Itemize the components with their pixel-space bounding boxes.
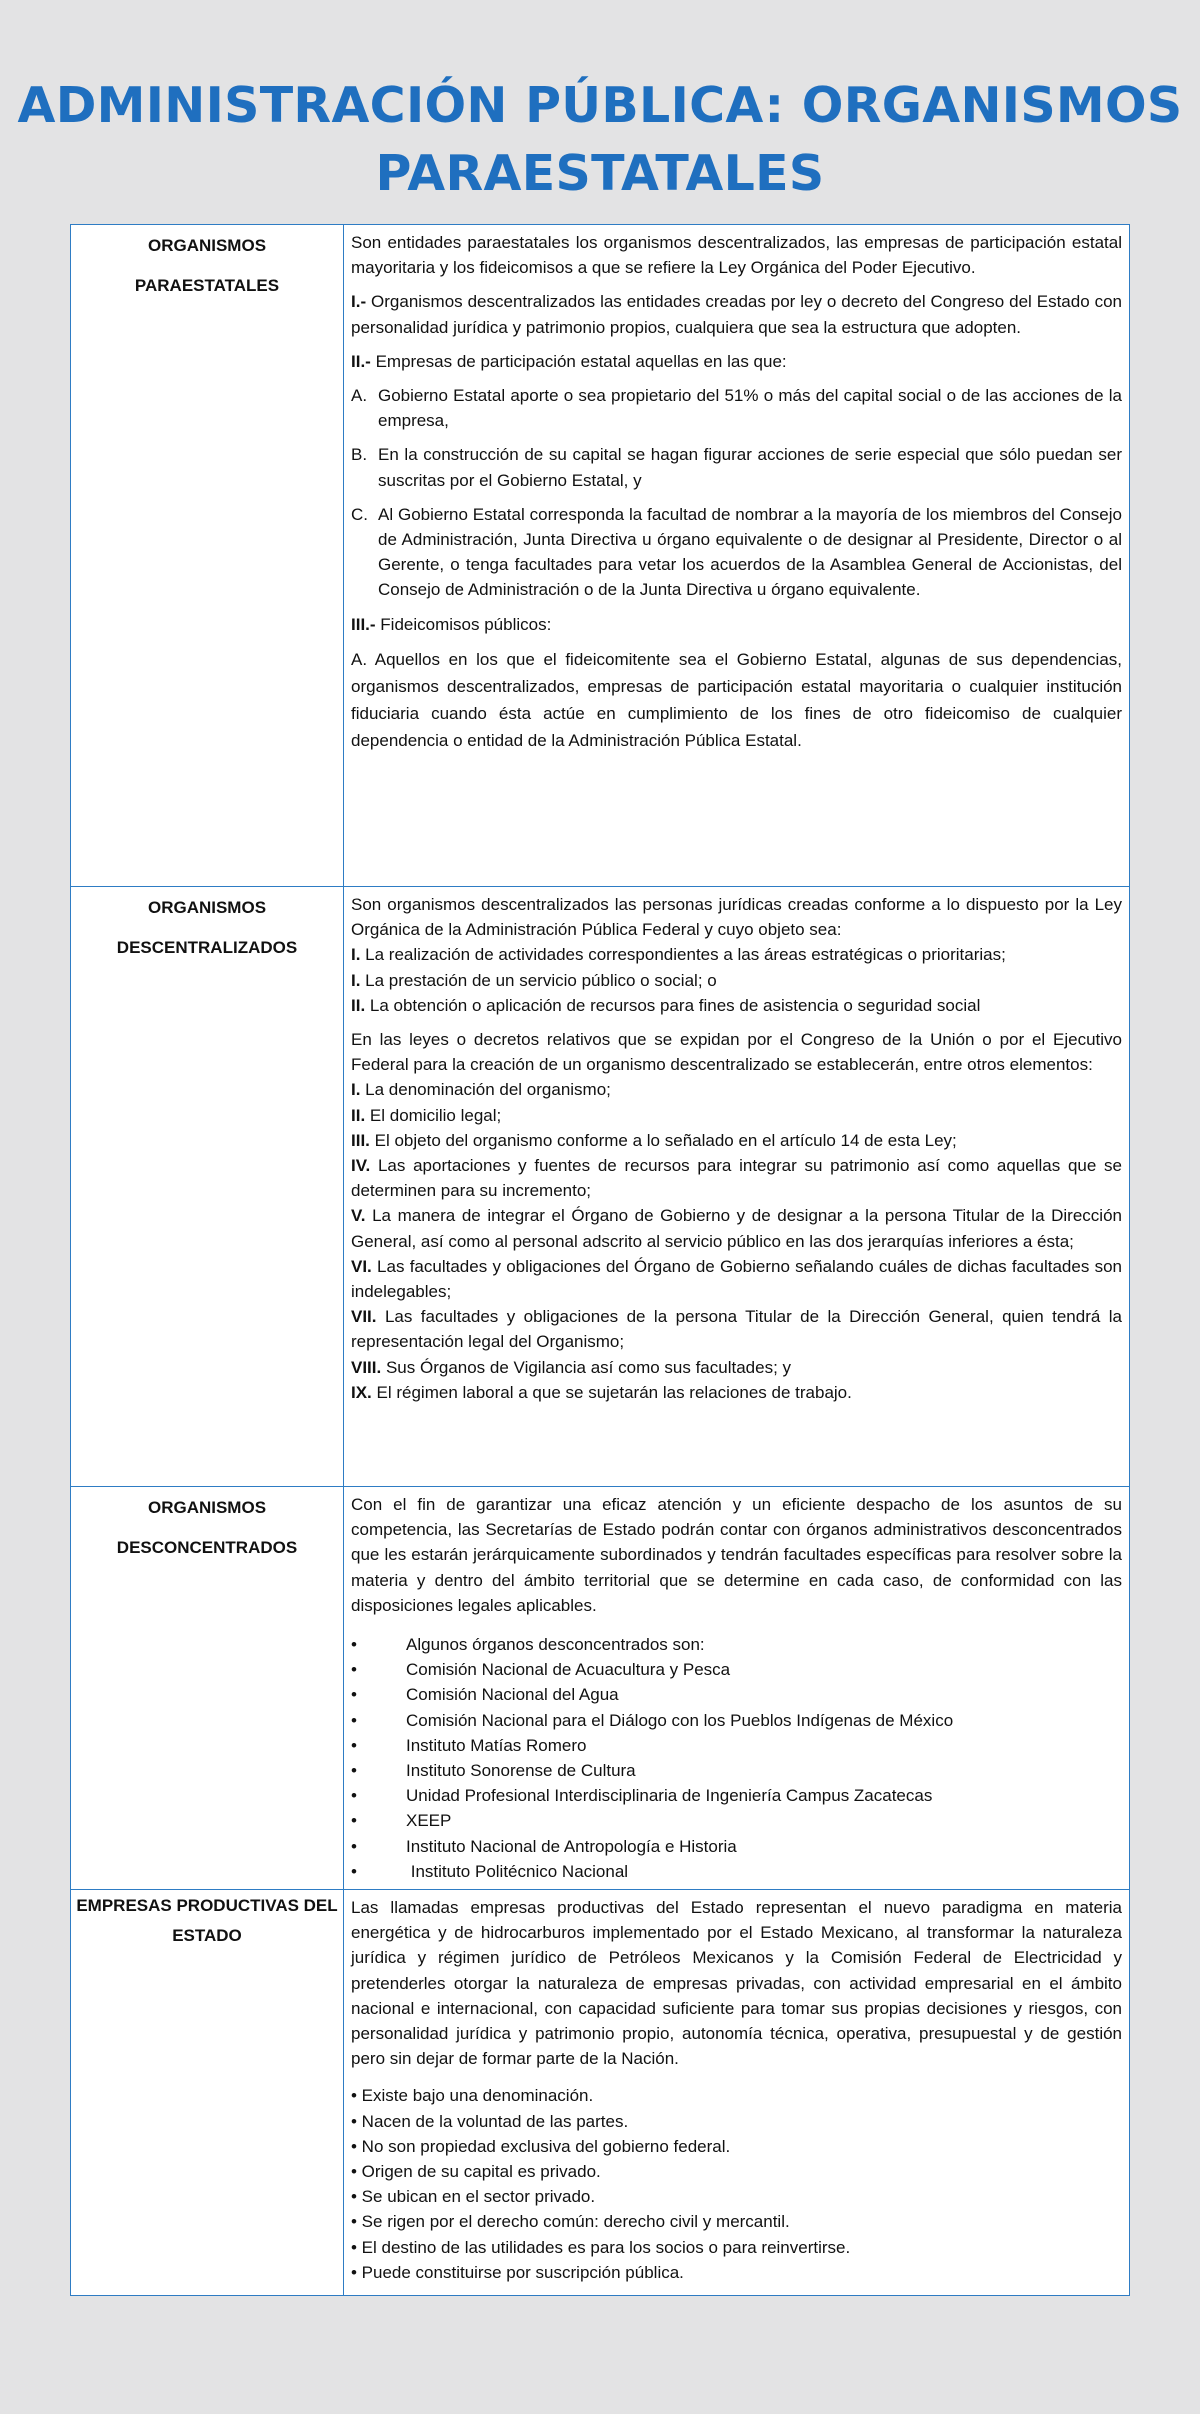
roman-numeral: IX. (351, 1382, 372, 1402)
list-text: La obtención o aplicación de recursos para fines de asistencia o seguridad social (365, 995, 981, 1015)
list-item (351, 1077, 1122, 1102)
objects-block (351, 892, 1122, 1018)
list-item (351, 1632, 1122, 1657)
row-content (344, 887, 1130, 1487)
roman-numeral: VIII. (351, 1357, 382, 1377)
list-item (351, 1733, 1122, 1758)
roman-numeral: I. (351, 970, 361, 990)
paragraph-numbered (351, 349, 1122, 374)
roman-numeral: VI. (351, 1256, 372, 1276)
roman-numeral: V. (351, 1206, 366, 1226)
list-text: Algunos órganos desconcentrados son: (406, 1635, 705, 1655)
list-item: • Existe bajo una denominación. (351, 2086, 594, 2106)
list-text: La realización de actividades correspondientes a las áreas estratégicas o prioritarias; (360, 945, 1006, 965)
organisms-table (70, 224, 1130, 2296)
list-item (351, 502, 1122, 603)
list-item: • Se rigen por el derecho común: derecho civil y mercantil. (351, 2212, 790, 2232)
roman-numeral: I. (351, 1080, 361, 1100)
roman-numeral: I.- (351, 292, 367, 312)
list-item (351, 442, 1122, 492)
list-item: • Nacen de la voluntad de las partes. (351, 2111, 629, 2131)
list-item (351, 1380, 1122, 1405)
bullet-icon: • (351, 1660, 357, 1680)
row-label-line: ORGANISMOS (147, 236, 267, 255)
list-item (351, 1682, 1122, 1707)
elements-block (351, 1027, 1122, 1405)
list-text: Las aportaciones y fuentes de recursos para integrar su patrimonio así como aquellas que se determinen para su incremento; (351, 1156, 1122, 1201)
list-text: La manera de integrar el Órgano de Gobierno y de designar a la persona Titular de la Dirección General, así como al personal adscrito al servicio público en las dos jerarquías inferiores a ésta; (351, 1206, 1122, 1251)
list-text: El objeto del organismo conforme a lo señalado en el artículo 14 de esta Ley; (369, 1130, 957, 1150)
title-line-1: ADMINISTRACIÓN PÚBLICA: ORGANISMOS (17, 77, 1183, 134)
row-label (71, 887, 344, 1487)
paragraph-numbered (351, 289, 1122, 339)
list-item: • El destino de las utilidades es para los socios o para reinvertirse. (351, 2237, 851, 2257)
roman-numeral: III. (351, 1130, 370, 1150)
title-line-2: PARAESTATALES (375, 145, 825, 202)
bullet-icon: • (351, 1635, 357, 1655)
list-marker: C. (351, 504, 368, 524)
list-item (351, 993, 1122, 1018)
table-row-empresas-productivas (71, 1890, 1130, 2296)
list-item (351, 1103, 1122, 1128)
row-content (344, 1487, 1130, 1890)
roman-numeral: II. (351, 1105, 366, 1125)
list-item: • No son propiedad exclusiva del gobierno federal. (351, 2136, 731, 2156)
row-label-line: DESCENTRALIZADOS (116, 938, 298, 957)
bullet-icon: • (351, 1761, 357, 1781)
bullet-icon: • (351, 1811, 357, 1831)
list-item: • Origen de su capital es privado. (351, 2162, 601, 2182)
row-label-line: EMPRESAS PRODUCTIVAS DEL (76, 1896, 338, 1916)
row-content (344, 1890, 1130, 2296)
list-text: Comisión Nacional de Acuacultura y Pesca (406, 1660, 731, 1680)
list-item (351, 1808, 1122, 1833)
list-item (351, 1355, 1122, 1380)
list-text: El domicilio legal; (365, 1105, 502, 1125)
list-text: La prestación de un servicio público o social; o (360, 970, 717, 990)
roman-numeral: III.- (351, 614, 376, 634)
list-text: Instituto Matías Romero (406, 1735, 587, 1755)
list-item (351, 942, 1122, 967)
row-label (71, 225, 344, 887)
list-text: El régimen laboral a que se sujetarán las relaciones de trabajo. (371, 1382, 852, 1402)
paragraph-text: Empresas de participación estatal aquellas en las que: (370, 351, 787, 371)
list-item (351, 1834, 1122, 1859)
row-label (71, 1890, 344, 2296)
paragraph: A. Aquellos en los que el fideicomitente sea el Gobierno Estatal, algunas de sus dependencias, organismos descentralizados, empresas de participación estatal mayoritaria o cualquier institución fiduciaria cuando ésta actúe en cumplimiento de los fines de otro fideicomiso de cualquier dependencia o entidad de la Administración Pública Estatal. (351, 649, 1122, 750)
list-text: Las facultades y obligaciones del Órgano de Gobierno señalando cuáles de dichas facultades son indelegables; (351, 1256, 1122, 1302)
row-label-line: ESTADO (172, 1926, 242, 1946)
bullet-icon: • (351, 1861, 357, 1881)
list-text: Las facultades y obligaciones de la persona Titular de la Dirección General, quien tendrá la representación legal del Organismo; (351, 1307, 1122, 1352)
list-marker: A. (351, 386, 368, 406)
row-label-line: DESCONCENTRADOS (116, 1538, 298, 1557)
list-item (351, 1304, 1122, 1354)
table-row-descentralizados (71, 887, 1130, 1487)
page-title (0, 0, 1200, 212)
list-item: • Puede constituirse por suscripción pública. (351, 2262, 684, 2282)
paragraph-text: Organismos descentralizados las entidades creadas por ley o decreto del Congreso del Estado con personalidad jurídica y patrimonio propios, cualquiera que sea la estructura que adopten. (351, 292, 1122, 337)
table-row-paraestatales (71, 225, 1130, 887)
row-content (344, 225, 1130, 887)
list-text: Sus Órganos de Vigilancia así como sus facultades; y (381, 1357, 792, 1377)
list-text: En la construcción de su capital se hagan figurar acciones de serie especial que sólo puedan ser suscritas por el Gobierno Estatal, y (378, 445, 1122, 490)
row-label (71, 1487, 344, 1890)
table-row-desconcentrados (71, 1487, 1130, 1890)
list-text: XEEP (406, 1811, 452, 1831)
list-item (351, 1708, 1122, 1733)
roman-numeral: VII. (351, 1307, 377, 1327)
bullet-icon: • (351, 1836, 357, 1856)
bullet-icon: • (351, 1786, 357, 1806)
list-item (351, 1203, 1122, 1253)
paragraph: En las leyes o decretos relativos que se expidan por el Congreso de la Unión o por el Ejecutivo Federal para la creación de un organismo descentralizado se establecerán, entre otros elementos: (351, 1030, 1122, 1075)
list-item (351, 1153, 1122, 1203)
list-item (351, 1783, 1122, 1808)
list-text: Unidad Profesional Interdisciplinaria de Ingeniería Campus Zacatecas (406, 1786, 933, 1806)
list-text: Comisión Nacional para el Diálogo con los Pueblos Indígenas de México (406, 1710, 954, 1730)
list-marker: B. (351, 445, 368, 465)
row-label-line: PARAESTATALES (134, 276, 280, 295)
list-item (351, 1657, 1122, 1682)
list-item (351, 968, 1122, 993)
roman-numeral: I. (351, 945, 361, 965)
paragraph-numbered (351, 612, 1122, 637)
list-text: Gobierno Estatal aporte o sea propietario del 51% o más del capital social o de las acciones de la empresa, (378, 386, 1122, 431)
bullet-list (351, 1632, 1122, 1884)
bullet-icon: • (351, 1685, 357, 1705)
row-label-line: ORGANISMOS (147, 1498, 267, 1517)
list-text: Comisión Nacional del Agua (406, 1685, 619, 1705)
list-text: Instituto Nacional de Antropología e Historia (406, 1836, 737, 1856)
features-list (351, 2083, 1122, 2285)
paragraph-text: Fideicomisos públicos: (375, 614, 552, 634)
list-text: La denominación del organismo; (360, 1080, 611, 1100)
list-item (351, 1758, 1122, 1783)
list-text: Instituto Sonorense de Cultura (406, 1761, 636, 1781)
bullet-icon: • (351, 1735, 357, 1755)
row-label-line: ORGANISMOS (147, 898, 267, 917)
roman-numeral: IV. (351, 1156, 371, 1176)
list-item (351, 1254, 1122, 1304)
intro-paragraph: Con el fin de garantizar una eficaz atención y un eficiente despacho de los asuntos de su competencia, las Secretarías de Estado podrán contar con órganos administrativos desconcentrados que les estarán jerárquicamente subordinados y tendrán facultades específicas para resolver sobre la materia y dentro del ámbito territorial que se determine en cada caso, de conformidad con las disposiciones legales aplicables. (351, 1495, 1122, 1615)
list-item (351, 383, 1122, 433)
intro-paragraph: Son organismos descentralizados las personas jurídicas creadas conforme a lo dispuesto por la Ley Orgánica de la Administración Pública Federal y cuyo objeto sea: (351, 895, 1122, 940)
intro-paragraph: Las llamadas empresas productivas del Estado representan el nuevo paradigma en materia energética y de hidrocarburos implementado por el Estado Mexicano, al transformar la naturaleza jurídica y régimen jurídico de Petróleos Mexicanos y la Comisión Federal de Electricidad y pretenderles otorgar la naturaleza de empresas privadas, con actividad empresarial en el ámbito nacional e internacional, con capacidad suficiente para tomar sus propias decisiones y riesgos, con personalidad jurídica y patrimonio propio, autonomía técnica, operativa, presupuestal y de gestión pero sin dejar de formar parte de la Nación. (351, 1898, 1122, 2069)
list-text: Al Gobierno Estatal corresponda la facultad de nombrar a la mayoría de los miembros del Consejo de Administración, Junta Directiva u órgano equivalente o de designar al Presidente, Director o al Gerente, o tenga facultades para vetar los acuerdos de la Asamblea General de Accionistas, del Consejo de Administración o de la Junta Directiva u órgano equivalente. (378, 504, 1122, 600)
list-text: Instituto Politécnico Nacional (406, 1861, 629, 1881)
list-item (351, 1128, 1122, 1153)
bullet-icon: • (351, 1710, 357, 1730)
intro-paragraph: Son entidades paraestatales los organismos descentralizados, las empresas de participación estatal mayoritaria y los fideicomisos a que se refiere la Ley Orgánica del Poder Ejecutivo. (351, 233, 1122, 278)
roman-numeral: II.- (351, 351, 371, 371)
list-item (351, 1859, 1122, 1884)
roman-numeral: II. (351, 995, 366, 1015)
list-item: • Se ubican en el sector privado. (351, 2187, 596, 2207)
